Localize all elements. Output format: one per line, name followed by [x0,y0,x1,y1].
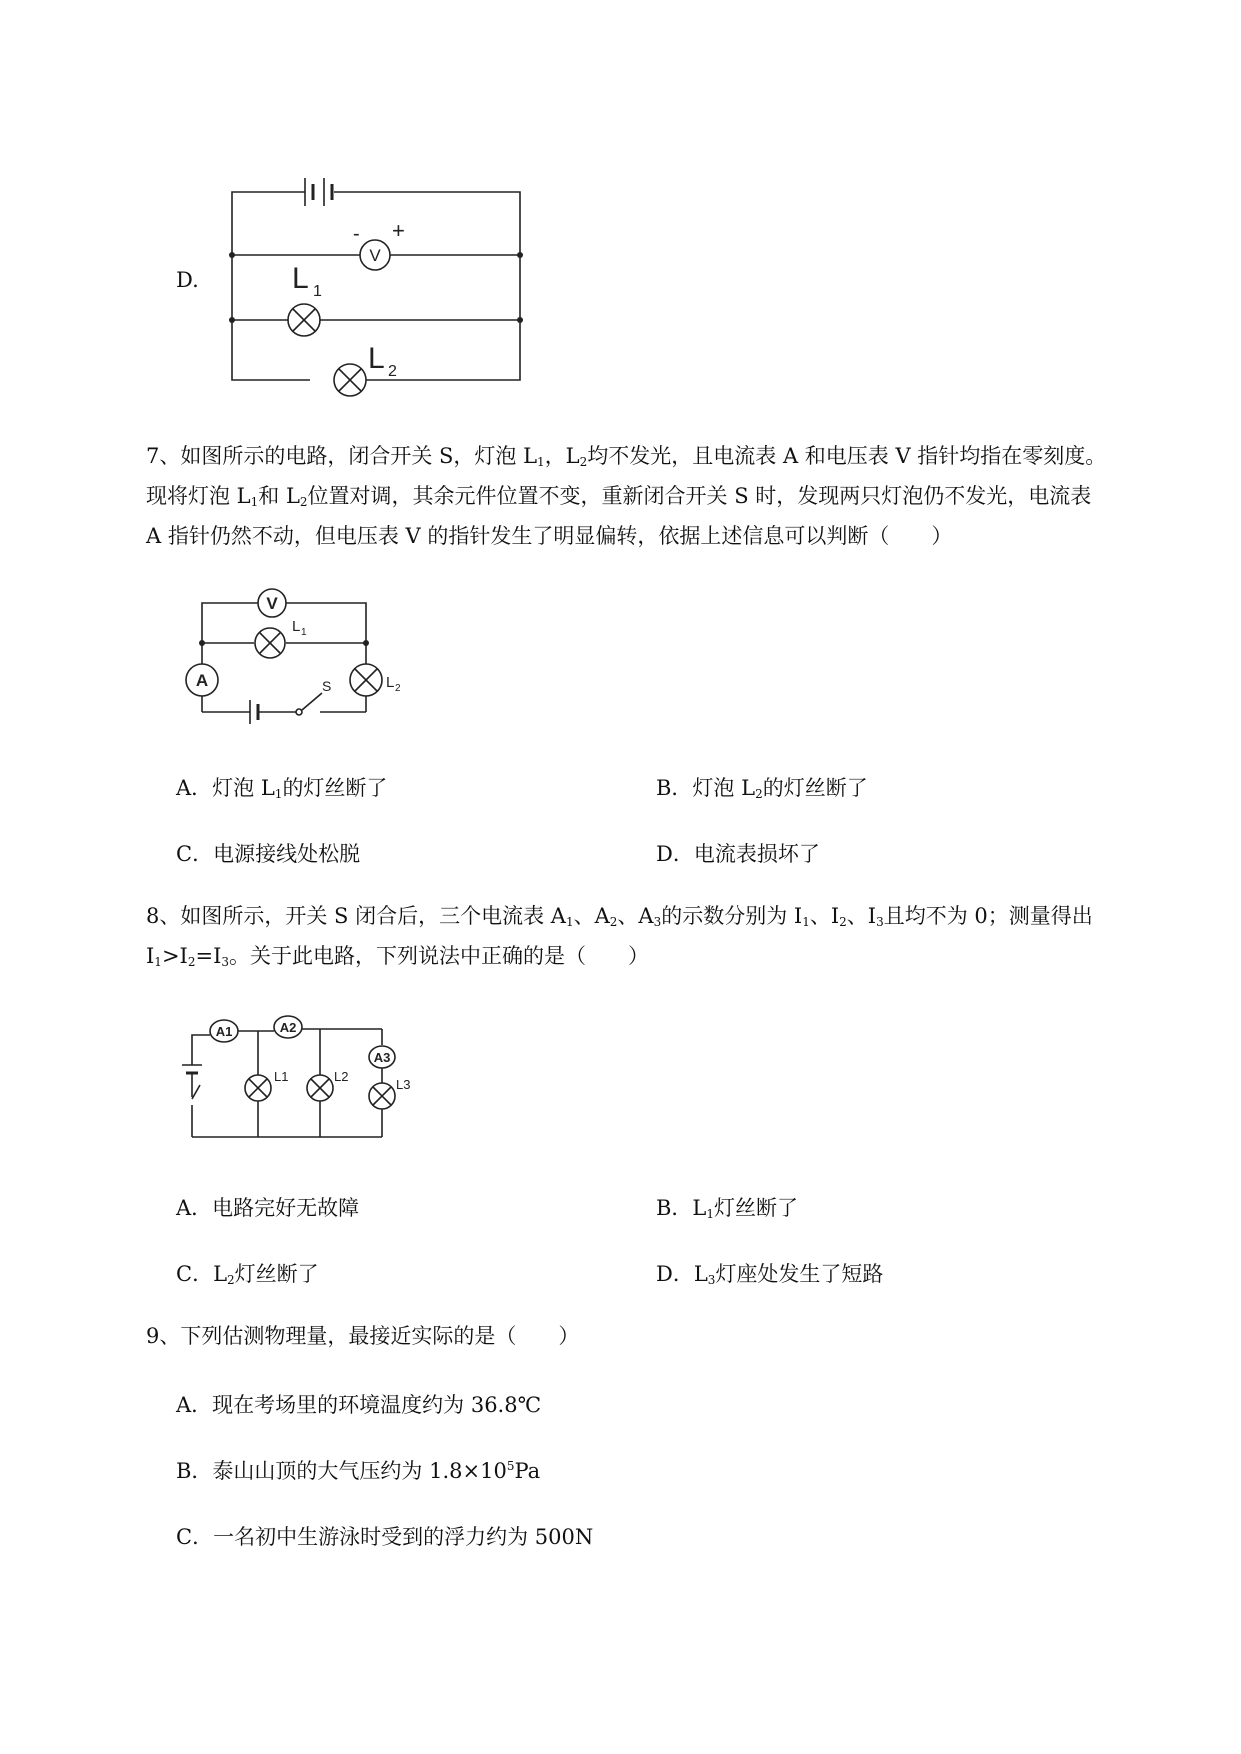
q8-stem-line-1: 8、如图所示，开关 S 闭合后，三个电流表 $A_1$、$A_2$、$A_3$的示数分别为 $I_1$、$I_2$、$I_3$且均不为 0；测量得出 [146,904,1093,929]
q9-stem: 9、下列估测物理量，最接近实际的是（ ） [146,1324,580,1348]
q9-option-a[interactable]: A．现在考场里的环境温度约为 36.8℃ [176,1393,542,1417]
q7-stem-line-1: 7、如图所示的电路，闭合开关 S，灯泡 $L_1$，$L_2$均不发光，且电流表 A 和电压表 V 指针均指在零刻度。 [146,444,1107,469]
q7-stem-line-2: 现将灯泡 $L_1$和 $L_2$位置对调，其余元件位置不变，重新闭合开关 S 时，发现两只灯泡仍不发光，电流表 [146,484,1092,509]
q8-ammeter-a3-label: A3 [373,1050,391,1065]
lamp1-label: L [292,262,309,295]
q8-option-c[interactable]: C．$L_2$灯丝断了 [176,1262,319,1287]
q7-lamp2-label: L [386,674,395,691]
q8-option-b[interactable]: B．$L_1$灯丝断了 [656,1196,799,1221]
q7-option-d[interactable]: D．电流表损坏了 [656,842,820,866]
lamp2-label: L [368,342,385,375]
q8-ammeter-a2-label: A2 [279,1020,297,1035]
q9-option-c[interactable]: C．一名初中生游泳时受到的浮力约为 500N [176,1525,594,1549]
q7-option-b[interactable]: B．灯泡 $L_2$的灯丝断了 [656,776,868,801]
q7-option-c[interactable]: C．电源接线处松脱 [176,842,361,866]
circuit-diagram-d [220,160,540,410]
q7-lamp1-label: L [292,618,301,635]
q8-option-d[interactable]: D．$L_3$灯座处发生了短路 [656,1262,884,1287]
lamp2-sub: 2 [388,363,397,380]
q9-option-b[interactable]: B．泰山山顶的大气压约为 $1.8\times 10^5Pa$ [176,1459,541,1483]
q7-voltmeter-label: V [266,594,278,613]
q7-option-a[interactable]: A．灯泡 $L_1$的灯丝断了 [176,776,388,801]
q8-circuit-diagram [170,1005,430,1155]
q8-lamp3-label: L3 [396,1077,411,1092]
lamp1-sub: 1 [313,283,322,300]
option-d-label: D. [176,268,199,292]
voltmeter-label: V [369,246,381,265]
q8-lamp2-label: L2 [334,1069,349,1084]
q7-lamp2-sub: 2 [395,683,401,694]
q8-ammeter-a1-label: A1 [215,1024,233,1039]
q7-stem-line-3: A 指针仍然不动，但电压表 V 的指针发生了明显偏转，依据上述信息可以判断（ ） [146,524,953,548]
q7-lamp1-sub: 1 [301,627,307,638]
q7-ammeter-label: A [195,671,209,690]
q7-switch-label: S [322,678,332,694]
q8-stem-line-2: $I_1>I_2=I_3$。关于此电路，下列说法中正确的是（ ） [146,944,650,969]
plus-terminal: + [392,218,405,243]
q8-option-a[interactable]: A．电路完好无故障 [176,1196,360,1220]
minus-terminal: - [353,223,360,245]
q8-lamp1-label: L1 [274,1069,289,1084]
q7-circuit-diagram [180,585,420,735]
